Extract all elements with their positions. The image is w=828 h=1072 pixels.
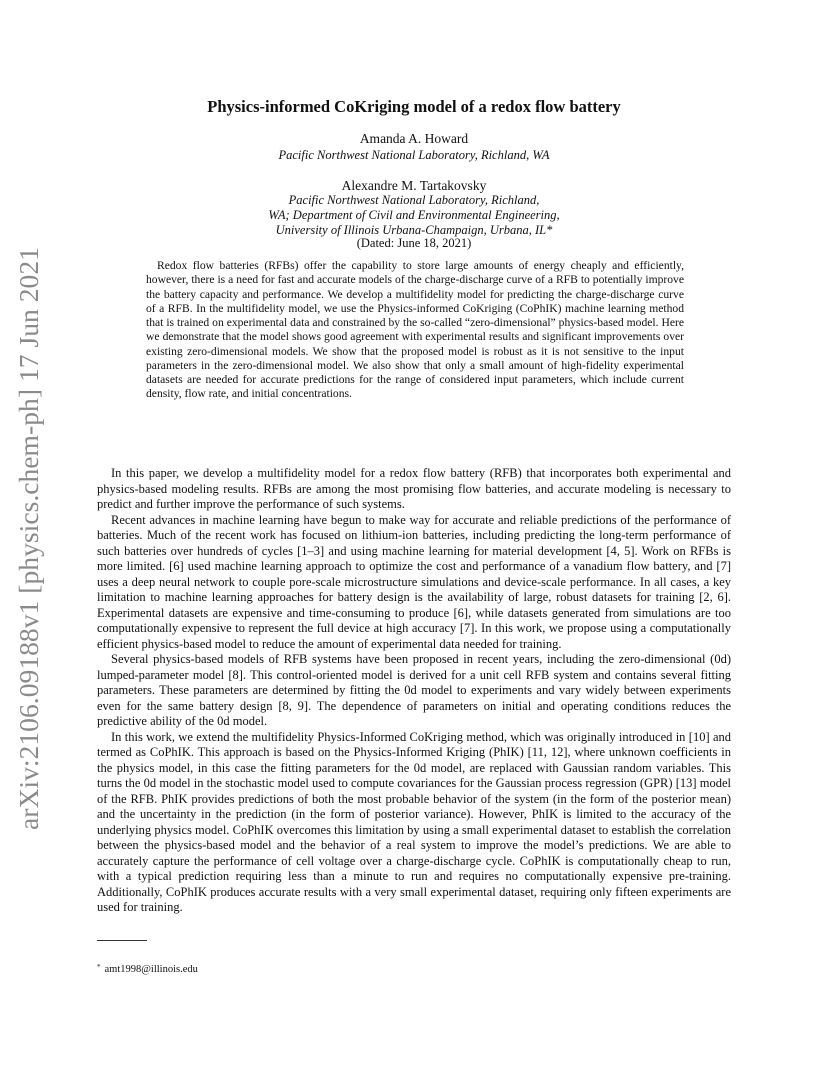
affiliation-line: Pacific Northwest National Laboratory, Richland, [288,193,540,207]
abstract: Redox flow batteries (RFBs) offer the capability to store large amounts of energy cheaply and efficiently, however, there is a need for fast and accurate models of the charge-discharge curve of a RFB to potentially improve the battery capacity and performance. We develop a multifidelity model for predicting the charge-discharge curve of a RFB. In the multifidelity model, we use the Physics-informed CoKriging (CoPhIK) machine learning method that is trained on experimental data and constrained by the so-called “zero-dimensional” physics-based model. Here we demonstrate that the model shows good agreement with experimental results and significant improvements over existing zero-dimensional models. We show that the proposed model is robust as it is not sensitive to the input parameters in the zero-dimensional model. We also show that only a small amount of high-fidelity experimental datasets are needed for accurate predictions for the range of considered input parameters, which include current density, flow rate, and initial concentrations. [146,259,684,401]
author-2-name: Alexandre M. Tartakovsky [341,178,487,193]
arxiv-identifier-stamp [10,245,46,830]
affiliation-line: University of Illinois Urbana-Champaign, Urbana, IL* [275,223,553,238]
affiliation-line: WA; Department of Civil and Environmental Engineering, [268,208,560,223]
paper-title: Physics-informed CoKriging model of a redox flow battery [207,97,621,116]
main-body [97,466,731,916]
footnote-marker: * [97,963,101,971]
author-2-affiliation [0,193,828,239]
body-paragraph: In this paper, we develop a multifidelity model for a redox flow battery (RFB) that incorporates both experimental and physics-based modeling results. RFBs are among the most promising flow batteries, and accurate modeling is necessary to predict and further improve the performance of such systems. [97,466,731,511]
footnote-divider [97,940,147,941]
footnote [97,963,198,975]
body-paragraph: Several physics-based models of RFB systems have been proposed in recent years, including the zero-dimensional (0d) lumped-parameter model [8]. This control-oriented model is derived for a unit cell RFB system and contains several fitting parameters. These parameters are determined by fitting the 0d model to experiments and vary widely between experiments even for the same battery design [8, 9]. The dependence of parameters on initial and operating conditions reduces the predictive ability of the 0d model. [97,652,731,728]
dated-line: (Dated: June 18, 2021) [356,236,472,250]
body-paragraph: In this work, we extend the multifidelity Physics-Informed CoKriging method, which was originally introduced in [10] and termed as CoPhIK. This approach is based on the Physics-Informed Kriging (PhIK) [11, 12], where unknown coefficients in the physics model, in this case the fitting parameters for the 0d model, are replaced with Gaussian random variables. This turns the 0d model in the stochastic model used to compute covariances for the Gaussian process regression (GPR) [13] model of the RFB. PhIK provides predictions of both the most probable behavior of the system (in the form of the posterior mean) and the uncertainty in the prediction (in the form of posterior variance). However, PhIK is limited to the accuracy of the underlying physics model. CoPhIK overcomes this limitation by using a small experimental dataset to establish the correlation between the physics-based model and the behavior of a real system to improve the model’s predictions. We are able to accurately capture the performance of cell voltage over a charge-discharge cycle. CoPhIK is computationally cheap to run, with a typical prediction requiring less than a minute to run and requires no computationally expensive pre-training. Additionally, CoPhIK produces accurate results with a very small experimental dataset, requiring only fifteen experiments are used for training. [97,729,731,914]
arxiv-stamp-text: arXiv:2106.09188v1 [physics.chem-ph] 17 Jun 2021 [14,260,44,830]
body-paragraph: Recent advances in machine learning have begun to make way for accurate and reliable predictions of the performance of batteries. Much of the recent work has focused on lithium-ion batteries, including predicting the long-term performance of such batteries over hundreds of cycles [1–3] and using machine learning for material development [4, 5]. Work on RFBs is more limited. [6] used machine learning approach to optimize the cost and performance of a vanadium flow battery, and [7] uses a deep neural network to couple pore-scale microstructure simulations and device-scale performance. In all cases, a key limitation to machine learning approaches for battery design is the availability of large, robust datasets for training [2, 6]. Experimental datasets are expensive and time-consuming to produce [6], while datasets generated from simulations are too computationally expensive to represent the full device at high accuracy [7]. In this work, we propose using a computationally efficient physics-based model to reduce the amount of experimental data needed for training. [97,512,731,651]
author-1-name: Amanda A. Howard [359,131,469,146]
affiliation-line: Pacific Northwest National Laboratory, Richland, WA [278,148,550,162]
arxiv-stamp-graphic [10,245,46,830]
footnote-email: amt1998@illinois.edu [104,964,198,975]
author-1-affiliation [0,148,828,163]
